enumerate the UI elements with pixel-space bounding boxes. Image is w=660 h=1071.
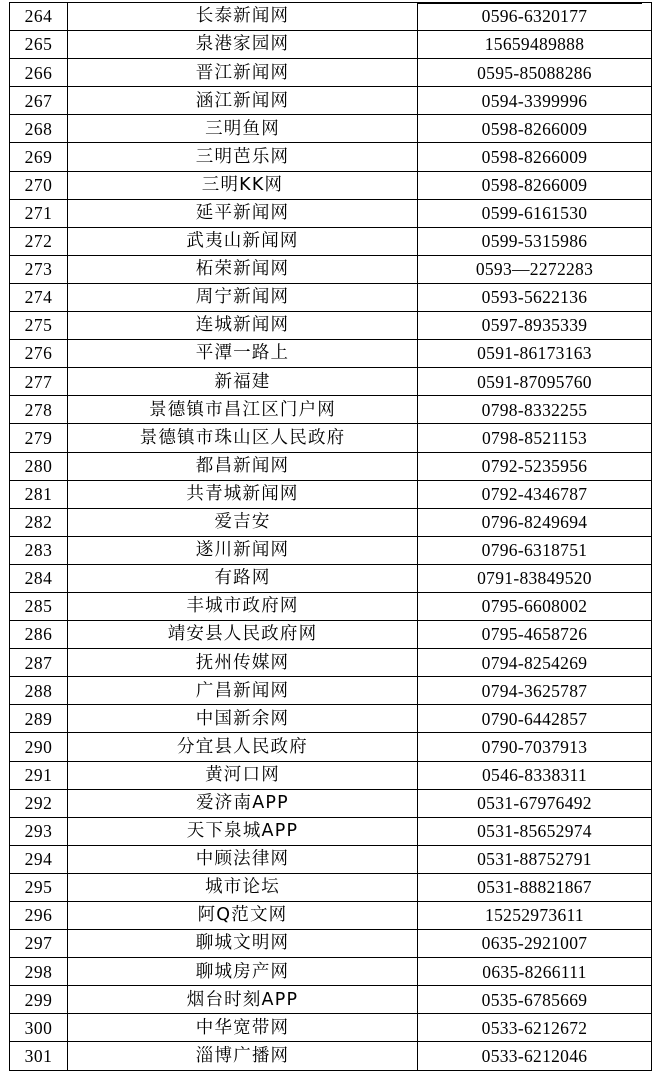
website-name: 长泰新闻网 <box>68 3 418 31</box>
website-name: 爱济南APP <box>68 789 418 817</box>
website-name: 延平新闻网 <box>68 199 418 227</box>
table-row <box>10 958 652 986</box>
website-name: 三明芭乐网 <box>68 143 418 171</box>
table-row <box>10 649 652 677</box>
report-phone: 0635-8266111 <box>418 958 652 986</box>
website-name: 丰城市政府网 <box>68 592 418 620</box>
report-phone: 0598-8266009 <box>418 143 652 171</box>
table-row <box>10 143 652 171</box>
report-phone: 0598-8266009 <box>418 115 652 143</box>
table-row <box>10 255 652 283</box>
table-row <box>10 480 652 508</box>
report-phone: 0798-8332255 <box>418 396 652 424</box>
report-phone: 0599-5315986 <box>418 227 652 255</box>
report-phone: 0790-7037913 <box>418 733 652 761</box>
row-index: 276 <box>10 340 68 368</box>
website-name: 淄博广播网 <box>68 1042 418 1070</box>
row-index: 273 <box>10 255 68 283</box>
table-row <box>10 845 652 873</box>
report-phone: 0531-88821867 <box>418 873 652 901</box>
row-index: 291 <box>10 761 68 789</box>
website-name: 阿Q范文网 <box>68 902 418 930</box>
document-page <box>0 2 660 1066</box>
report-phone: 0598-8266009 <box>418 171 652 199</box>
report-phone: 0531-67976492 <box>418 789 652 817</box>
table-row <box>10 368 652 396</box>
website-name: 三明KK网 <box>68 171 418 199</box>
row-index: 275 <box>10 312 68 340</box>
website-name: 晋江新闻网 <box>68 59 418 87</box>
table-row <box>10 508 652 536</box>
report-phone: 0635-2921007 <box>418 930 652 958</box>
website-name: 爱吉安 <box>68 508 418 536</box>
row-index: 279 <box>10 424 68 452</box>
report-phone: 0593-5622136 <box>418 283 652 311</box>
report-phone: 0794-3625787 <box>418 677 652 705</box>
report-phone: 0595-85088286 <box>418 59 652 87</box>
report-phone: 15659489888 <box>418 31 652 59</box>
website-name: 黄河口网 <box>68 761 418 789</box>
table-row <box>10 817 652 845</box>
website-name: 靖安县人民政府网 <box>68 621 418 649</box>
website-name: 中华宽带网 <box>68 1014 418 1042</box>
website-name: 中顾法律网 <box>68 845 418 873</box>
report-phone: 0795-4658726 <box>418 621 652 649</box>
table-row <box>10 677 652 705</box>
website-name: 烟台时刻APP <box>68 986 418 1014</box>
table-row <box>10 115 652 143</box>
row-index: 264 <box>10 3 68 31</box>
table-body <box>10 3 652 1071</box>
report-phone: 0533-6212672 <box>418 1014 652 1042</box>
table-row <box>10 873 652 901</box>
table-row <box>10 171 652 199</box>
website-name: 连城新闻网 <box>68 312 418 340</box>
row-index: 281 <box>10 480 68 508</box>
row-index: 284 <box>10 564 68 592</box>
table-row <box>10 452 652 480</box>
row-index: 266 <box>10 59 68 87</box>
row-index: 267 <box>10 87 68 115</box>
row-index: 278 <box>10 396 68 424</box>
table-row <box>10 1014 652 1042</box>
website-name: 遂川新闻网 <box>68 536 418 564</box>
table-row <box>10 424 652 452</box>
report-phone: 0593—2272283 <box>418 255 652 283</box>
table-row <box>10 1042 652 1070</box>
report-phone: 15252973611 <box>418 902 652 930</box>
website-name: 涵江新闻网 <box>68 87 418 115</box>
website-name: 聊城房产网 <box>68 958 418 986</box>
website-report-table <box>9 2 652 1071</box>
row-index: 289 <box>10 705 68 733</box>
row-index: 293 <box>10 817 68 845</box>
row-index: 298 <box>10 958 68 986</box>
page-top-rule <box>418 2 642 4</box>
row-index: 294 <box>10 845 68 873</box>
website-name: 三明鱼网 <box>68 115 418 143</box>
website-name: 景德镇市昌江区门户网 <box>68 396 418 424</box>
row-index: 288 <box>10 677 68 705</box>
row-index: 290 <box>10 733 68 761</box>
table-row <box>10 564 652 592</box>
row-index: 268 <box>10 115 68 143</box>
report-phone: 0795-6608002 <box>418 592 652 620</box>
row-index: 272 <box>10 227 68 255</box>
row-index: 295 <box>10 873 68 901</box>
row-index: 286 <box>10 621 68 649</box>
table-row <box>10 283 652 311</box>
table-row <box>10 902 652 930</box>
report-phone: 0533-6212046 <box>418 1042 652 1070</box>
table-row <box>10 930 652 958</box>
table-row <box>10 592 652 620</box>
row-index: 282 <box>10 508 68 536</box>
table-row <box>10 761 652 789</box>
report-phone: 0591-86173163 <box>418 340 652 368</box>
table-row <box>10 705 652 733</box>
report-phone: 0531-88752791 <box>418 845 652 873</box>
row-index: 274 <box>10 283 68 311</box>
table-row <box>10 312 652 340</box>
website-name: 中国新余网 <box>68 705 418 733</box>
report-phone: 0599-6161530 <box>418 199 652 227</box>
report-phone: 0597-8935339 <box>418 312 652 340</box>
table-row <box>10 536 652 564</box>
table-row <box>10 199 652 227</box>
website-name: 共青城新闻网 <box>68 480 418 508</box>
report-phone: 0531-85652974 <box>418 817 652 845</box>
table-row <box>10 340 652 368</box>
row-index: 265 <box>10 31 68 59</box>
row-index: 277 <box>10 368 68 396</box>
row-index: 285 <box>10 592 68 620</box>
report-phone: 0796-8249694 <box>418 508 652 536</box>
report-phone: 0591-87095760 <box>418 368 652 396</box>
report-phone: 0791-83849520 <box>418 564 652 592</box>
website-name: 天下泉城APP <box>68 817 418 845</box>
table-row <box>10 59 652 87</box>
row-index: 283 <box>10 536 68 564</box>
row-index: 287 <box>10 649 68 677</box>
row-index: 297 <box>10 930 68 958</box>
table-row <box>10 986 652 1014</box>
row-index: 280 <box>10 452 68 480</box>
website-name: 平潭一路上 <box>68 340 418 368</box>
report-phone: 0792-5235956 <box>418 452 652 480</box>
website-name: 抚州传媒网 <box>68 649 418 677</box>
table-row <box>10 3 652 31</box>
table-row <box>10 227 652 255</box>
row-index: 299 <box>10 986 68 1014</box>
row-index: 300 <box>10 1014 68 1042</box>
table-row <box>10 621 652 649</box>
row-index: 296 <box>10 902 68 930</box>
website-name: 新福建 <box>68 368 418 396</box>
report-phone: 0535-6785669 <box>418 986 652 1014</box>
table-row <box>10 87 652 115</box>
report-phone: 0792-4346787 <box>418 480 652 508</box>
table-row <box>10 396 652 424</box>
website-name: 泉港家园网 <box>68 31 418 59</box>
website-name: 都昌新闻网 <box>68 452 418 480</box>
table-row <box>10 31 652 59</box>
website-name: 聊城文明网 <box>68 930 418 958</box>
report-phone: 0790-6442857 <box>418 705 652 733</box>
table-row <box>10 733 652 761</box>
report-phone: 0794-8254269 <box>418 649 652 677</box>
report-phone: 0798-8521153 <box>418 424 652 452</box>
report-phone: 0594-3399996 <box>418 87 652 115</box>
row-index: 270 <box>10 171 68 199</box>
website-name: 柘荣新闻网 <box>68 255 418 283</box>
table-row <box>10 789 652 817</box>
website-name: 广昌新闻网 <box>68 677 418 705</box>
report-phone: 0546-8338311 <box>418 761 652 789</box>
row-index: 301 <box>10 1042 68 1070</box>
report-phone: 0596-6320177 <box>418 3 652 31</box>
row-index: 292 <box>10 789 68 817</box>
website-name: 分宜县人民政府 <box>68 733 418 761</box>
website-name: 武夷山新闻网 <box>68 227 418 255</box>
row-index: 269 <box>10 143 68 171</box>
website-name: 景德镇市珠山区人民政府 <box>68 424 418 452</box>
website-name: 周宁新闻网 <box>68 283 418 311</box>
website-name: 有路网 <box>68 564 418 592</box>
website-name: 城市论坛 <box>68 873 418 901</box>
report-phone: 0796-6318751 <box>418 536 652 564</box>
row-index: 271 <box>10 199 68 227</box>
